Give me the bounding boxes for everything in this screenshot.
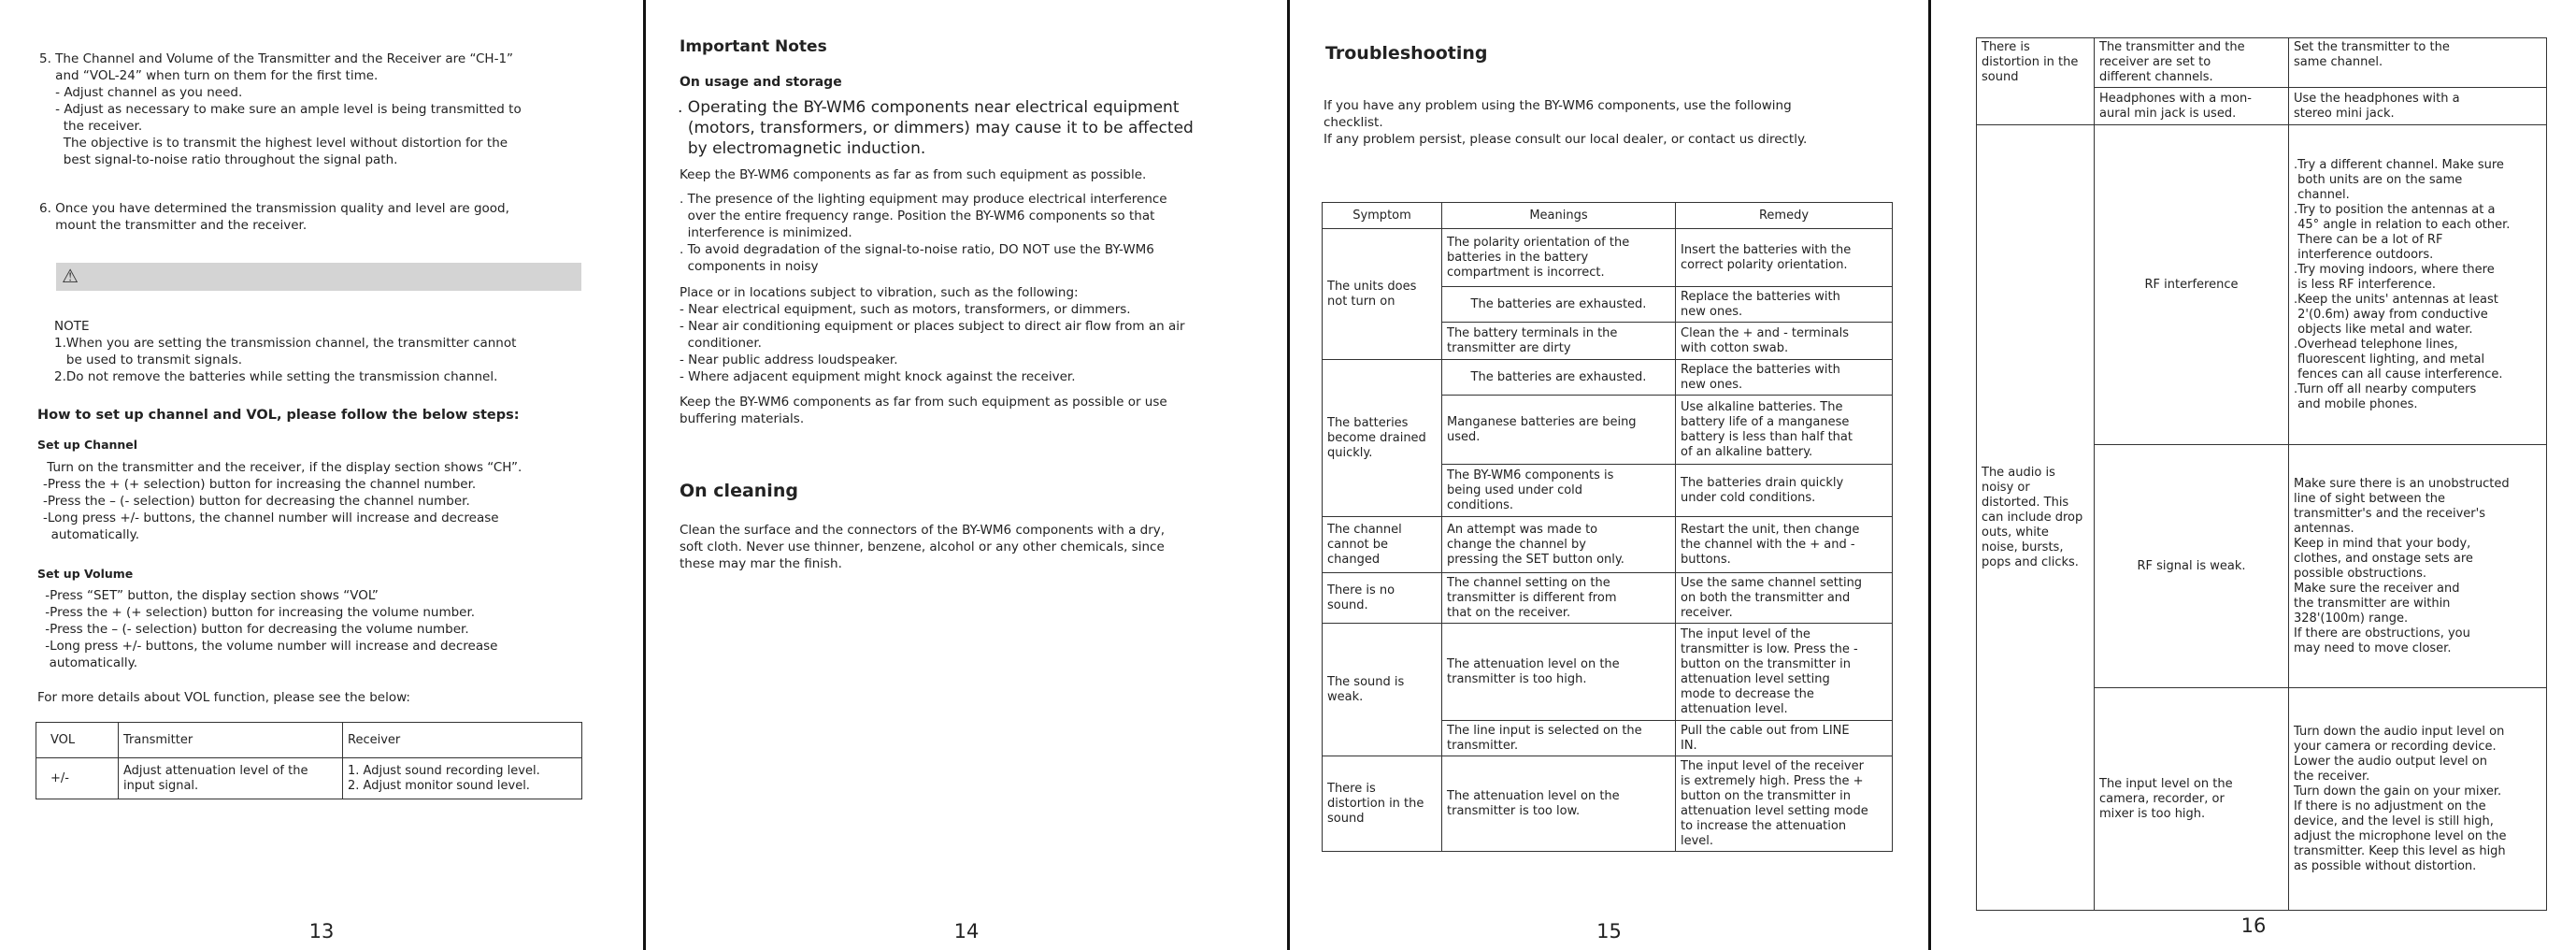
page-13 [0, 0, 643, 950]
table-row [1323, 229, 1893, 287]
symptom-cell: The sound is weak. [1323, 624, 1442, 756]
page-16 [1931, 0, 2576, 950]
header-receiver: Receiver [343, 723, 582, 758]
remedy-cell: Insert the batteries with the correct polarity orientation. [1676, 229, 1893, 287]
header-symptom: Symptom [1323, 203, 1442, 229]
header-transmitter: Transmitter [119, 723, 343, 758]
symptom-cell: There is distortion in the sound [1977, 38, 2095, 125]
meaning-cell: The attenuation level on the transmitter is too high. [1442, 624, 1676, 721]
cleaning-heading: On cleaning [680, 481, 798, 501]
table-row [36, 758, 582, 799]
steps-heading: How to set up channel and VOL, please follow the below steps: [37, 408, 520, 423]
remedy-cell: Set the transmitter to the same channel. [2289, 38, 2547, 88]
header-meanings: Meanings [1442, 203, 1676, 229]
setup-volume-heading: Set up Volume [37, 567, 134, 581]
remedy-cell: Use the headphones with a stereo mini jack. [2289, 88, 2547, 125]
symptom-cell: There is distortion in the sound [1323, 756, 1442, 852]
meaning-cell: The transmitter and the receiver are set to different channels. [2095, 38, 2289, 88]
troubleshooting-table-continued [1976, 37, 2547, 911]
meaning-cell: An attempt was made to change the channel by pressing the SET button only. [1442, 517, 1676, 573]
remedy-cell: Pull the cable out from LINE IN. [1676, 721, 1893, 756]
table-row [1323, 573, 1893, 624]
buffering-text: Keep the BY-WM6 components as far from such equipment as possible or use buffering materials. [680, 395, 1167, 426]
usage-heading: On usage and storage [680, 75, 842, 90]
remedy-cell: .Try a different channel. Make sure both units are on the same channel. .Try to position the antennas at a 45° angle in relation to each other. There can be a lot of RF interference outdoors. .Try moving indoors, where there is less RF interference. .Keep the units' antennas at least 2'(0.6m) away from conductive objects like metal and water. .Overhead telephone lines, fluorescent lighting, and metal fences can all cause interference. .Turn off all nearby computers and mobile phones. [2289, 125, 2547, 445]
step-5-text: 5. The Channel and Volume of the Transmitter and the Receiver are “CH-1” and “VOL-24” when turn on them for the first time. - Adjust channel as you need. - Adjust as necessary to make sure an ample level is being transmitted to the receiver. The objective is to transmit the highest level without distortion for the best signal-to-noise ratio throughout the signal path. [39, 51, 522, 167]
meaning-cell: The line input is selected on the transmitter. [1442, 721, 1676, 756]
meaning-cell: The batteries are exhausted. [1442, 360, 1676, 396]
remedy-cell: Replace the batteries with new ones. [1676, 360, 1893, 396]
remedy-cell: Replace the batteries with new ones. [1676, 287, 1893, 323]
symptom-cell: There is no sound. [1323, 573, 1442, 624]
table-row [1977, 125, 2547, 445]
cell-transmitter: Adjust attenuation level of the input signal. [119, 758, 343, 799]
meaning-cell: The attenuation level on the transmitter is too low. [1442, 756, 1676, 852]
page-title: Troubleshooting [1325, 43, 1488, 64]
remedy-cell: Use the same channel setting on both the transmitter and receiver. [1676, 573, 1893, 624]
usage-warning-text: . Operating the BY-WM6 components near electrical equipment (motors, transformers, or dimmers) may cause it to be affected by electromagnetic induction. [678, 98, 1194, 158]
warning-icon: ⚠ [62, 265, 79, 287]
note-text: NOTE 1.When you are setting the transmission channel, the transmitter cannot be used to transmit signals. 2.Do not remove the batteries while setting the transmission channel. [54, 319, 517, 384]
meaning-cell: The channel setting on the transmitter is different from that on the receiver. [1442, 573, 1676, 624]
remedy-cell: The input level of the receiver is extremely high. Press the + button on the transmitter in attenuation level setting mode to increase the attenuation level. [1676, 756, 1893, 852]
setup-channel-text: Turn on the transmitter and the receiver, if the display section shows “CH”. -Press the + (+ selection) button for increasing the channel number. -Press the – (- selection) button for decreasing the channel number. -Long press +/- buttons, the channel number will increase and decrease automatically. [43, 460, 522, 542]
meaning-cell: The input level on the camera, recorder, or mixer is too high. [2095, 688, 2289, 911]
symptom-cell: The audio is noisy or distorted. This can include drop outs, white noise, bursts, pops and clicks. [1977, 125, 2095, 911]
troubleshooting-table [1322, 202, 1893, 852]
interference-text: . The presence of the lighting equipment may produce electrical interference over the entire frequency range. Position the BY-WM6 components so that interference is minimized. . To avoid degradation of the signal-to-noise ratio, DO NOT use the BY-WM6 components in noisy [680, 192, 1167, 274]
warning-bar [56, 263, 581, 291]
page-number: 16 [2240, 914, 2267, 937]
page-14 [646, 0, 1287, 950]
table-row [1323, 360, 1893, 396]
places-text: Place or in locations subject to vibration, such as the following: - Near electrical equipment, such as motors, transformers, or dimmers. - Near air conditioning equipment or places subject to direct air flow from an air conditioner. - Near public address loudspeaker. - Where adjacent equipment might knock against the receiver. [680, 285, 1185, 384]
remedy-cell: Use alkaline batteries. The battery life of a manganese battery is less than half that of an alkaline battery. [1676, 396, 1893, 465]
remedy-cell: The batteries drain quickly under cold conditions. [1676, 465, 1893, 517]
meaning-cell: Manganese batteries are being used. [1442, 396, 1676, 465]
cell-vol: +/- [36, 758, 119, 799]
meaning-cell: The battery terminals in the transmitter are dirty [1442, 323, 1676, 360]
table-row [36, 723, 582, 758]
meaning-cell: RF interference [2095, 125, 2289, 445]
page-number: 15 [1596, 920, 1622, 943]
details-text: For more details about VOL function, please see the below: [37, 690, 410, 705]
vol-table [36, 722, 582, 799]
meaning-cell: The batteries are exhausted. [1442, 287, 1676, 323]
intro-text: If you have any problem using the BY-WM6 components, use the following checklist. If any problem persist, please consult our local dealer, or contact us directly. [1324, 98, 1808, 147]
table-row [1323, 517, 1893, 573]
cleaning-text: Clean the surface and the connectors of the BY-WM6 components with a dry, soft cloth. Never use thinner, benzene, alcohol or any other chemicals, since these may mar the finish. [680, 523, 1166, 571]
meaning-cell: The polarity orientation of the batteries in the battery compartment is incorrect. [1442, 229, 1676, 287]
symptom-cell: The channel cannot be changed [1323, 517, 1442, 573]
cell-receiver: 1. Adjust sound recording level. 2. Adjust monitor sound level. [343, 758, 582, 799]
table-row [1323, 624, 1893, 721]
page-15 [1290, 0, 1928, 950]
meaning-cell: RF signal is weak. [2095, 445, 2289, 688]
symptom-cell: The batteries become drained quickly. [1323, 360, 1442, 517]
page-number: 13 [308, 920, 335, 943]
table-header-row [1323, 203, 1893, 229]
table-row [1323, 756, 1893, 852]
header-vol: VOL [36, 723, 119, 758]
remedy-cell: Make sure there is an unobstructed line of sight between the transmitter's and the receiver's antennas. Keep in mind that your body, clothes, and onstage sets are possible obstructions. Make sure the receiver and the transmitter are within 328'(100m) range. If there are obstructions, you may need to move closer. [2289, 445, 2547, 688]
page-number: 14 [953, 920, 980, 943]
meaning-cell: Headphones with a mon- aural min jack is used. [2095, 88, 2289, 125]
remedy-cell: Restart the unit, then change the channel with the + and - buttons. [1676, 517, 1893, 573]
symptom-cell: The units does not turn on [1323, 229, 1442, 360]
remedy-cell: Clean the + and - terminals with cotton swab. [1676, 323, 1893, 360]
remedy-cell: Turn down the audio input level on your camera or recording device. Lower the audio output level on the receiver. Turn down the gain on your mixer. If there is no adjustment on the device, and the level is still high, adjust the microphone level on the transmitter. Keep this level as high as possible without distortion. [2289, 688, 2547, 911]
setup-volume-text: -Press “SET” button, the display section shows “VOL” -Press the + (+ selection) button for increasing the volume number. -Press the – (- selection) button for decreasing the volume number. -Long press +/- buttons, the volume number will increase and decrease automatically. [45, 588, 498, 670]
meaning-cell: The BY-WM6 components is being used under cold conditions. [1442, 465, 1676, 517]
step-6-text: 6. Once you have determined the transmission quality and level are good, mount the transmitter and the receiver. [39, 201, 509, 233]
page-title: Important Notes [680, 37, 827, 56]
remedy-cell: The input level of the transmitter is low. Press the - button on the transmitter in attenuation level setting mode to decrease the attenuation level. [1676, 624, 1893, 721]
setup-channel-heading: Set up Channel [37, 438, 138, 452]
header-remedy: Remedy [1676, 203, 1893, 229]
table-row [1977, 38, 2547, 88]
keep-far-text: Keep the BY-WM6 components as far as from such equipment as possible. [680, 167, 1147, 182]
